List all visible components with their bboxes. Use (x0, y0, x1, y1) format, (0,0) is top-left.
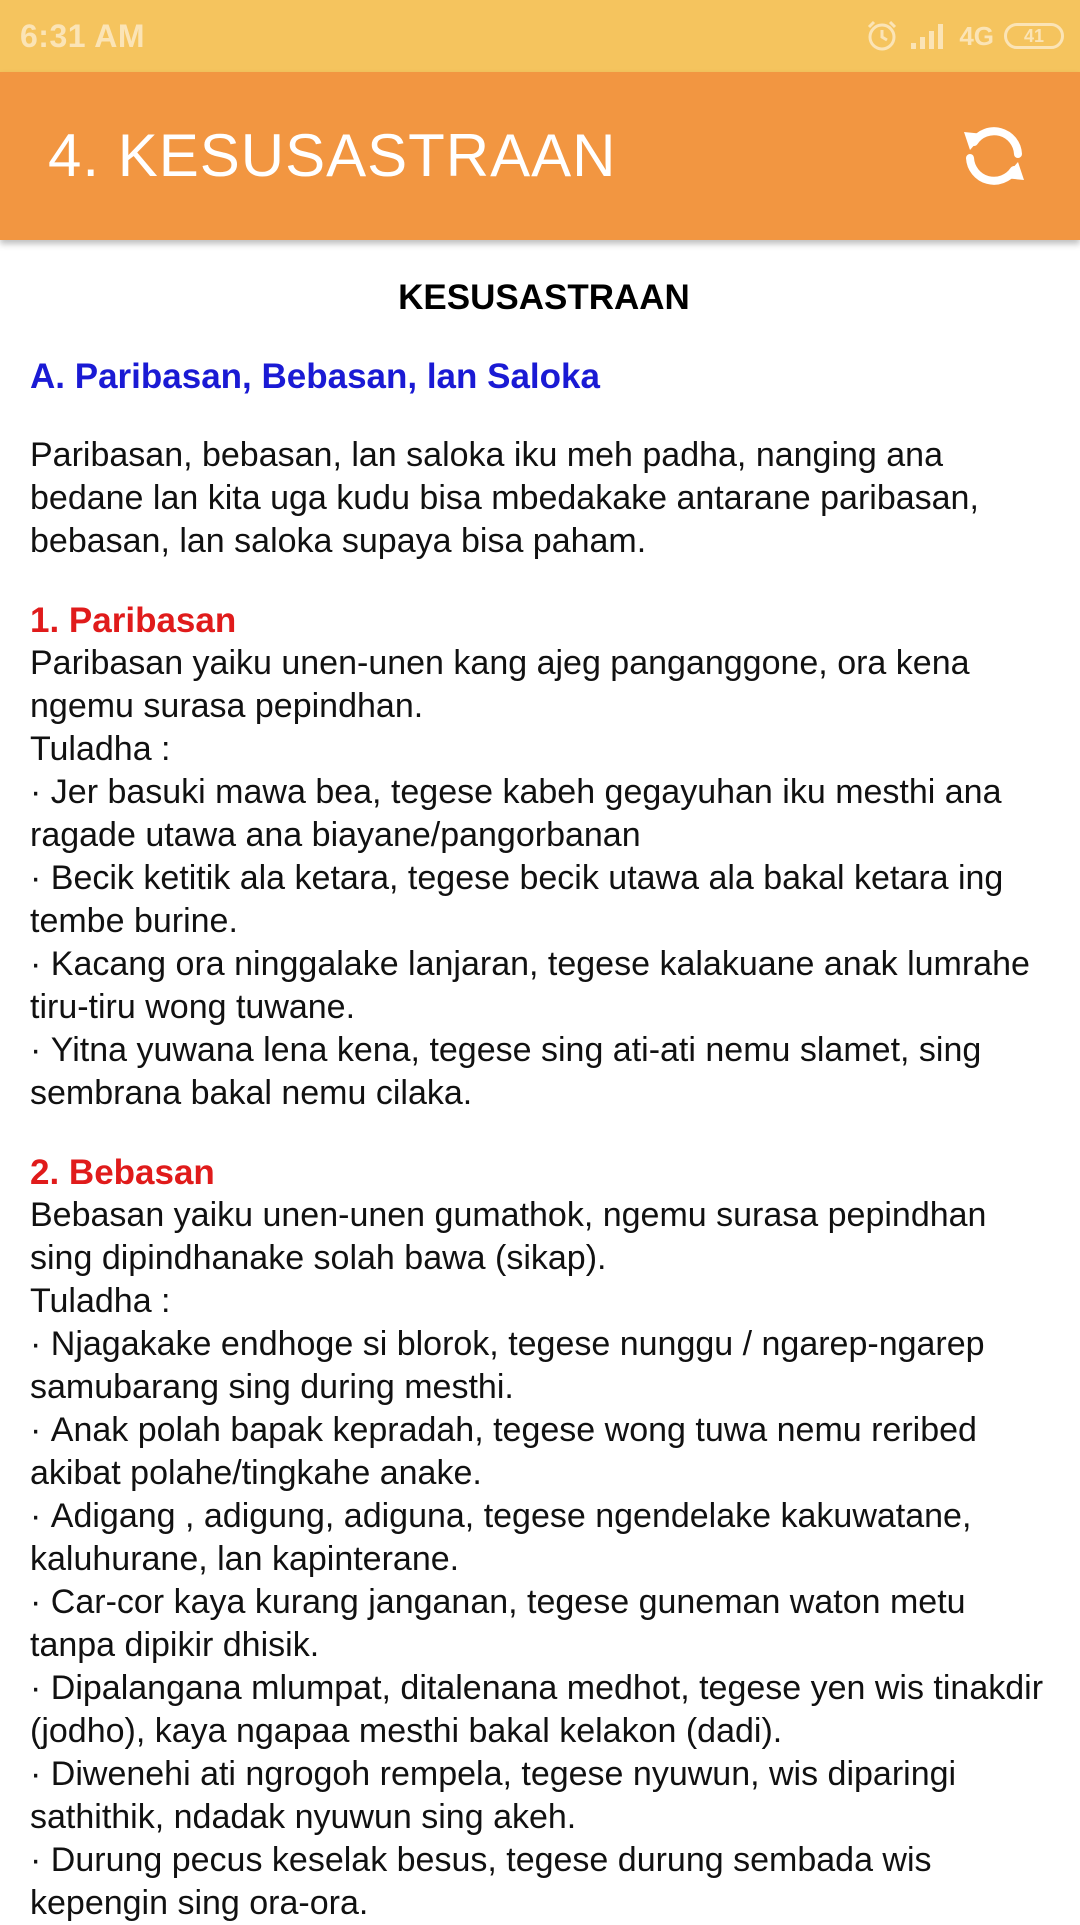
list-item: · Car-cor kaya kurang janganan, tegese guneman waton metu tanpa dipikir dhisik. (30, 1581, 1058, 1667)
bebasan-example-label: Tuladha : (30, 1282, 171, 1320)
list-item: · Anak polah bapak kepradah, tegese wong tuwa nemu reribed akibat polahe/tingkahe anake. (30, 1409, 1058, 1495)
section-heading: A. Paribasan, Bebasan, lan Saloka (30, 357, 600, 396)
list-item: · Adigang , adigung, adiguna, tegese ngendelake kakuwatane, kaluhurane, lan kapinterane. (30, 1495, 1058, 1581)
app-bar (0, 72, 1080, 240)
signal-icon (909, 21, 949, 51)
article-content (30, 240, 1058, 1925)
page-title: 4. KESUSASTRAAN (48, 122, 617, 189)
status-time: 6:31 AM (20, 18, 146, 54)
list-item: · Jer basuki mawa bea, tegese kabeh gegayuhan iku mesthi ana ragade utawa ana biayane/pangorbanan (30, 771, 1058, 857)
paribasan-definition: Paribasan yaiku unen-unen kang ajeg panganggone, ora kena ngemu surasa pepindhan. (30, 644, 970, 725)
battery-icon (1004, 23, 1064, 49)
paribasan-heading: 1. Paribasan (30, 601, 237, 640)
network-type: 4G (959, 21, 994, 51)
intro-paragraph: Paribasan, bebasan, lan saloka iku meh padha, nanging ana bedane lan kita uga kudu bisa mbedakake antarane paribasan, bebasan, lan saloka supaya bisa paham. (30, 436, 979, 560)
list-item: · Yitna yuwana lena kena, tegese sing ati-ati nemu slamet, sing sembrana bakal nemu cilaka. (30, 1029, 1058, 1115)
list-item: · Kacang ora ninggalake lanjaran, tegese kalakuane anak lumrahe tiru-tiru wong tuwane. (30, 943, 1058, 1029)
battery-level: 41 (1023, 26, 1045, 46)
bebasan-examples (30, 1323, 1058, 1925)
list-item: · Durung pecus keselak besus, tegese durung sembada wis kepengin sing ora-ora. (30, 1839, 1058, 1925)
alarm-icon (865, 19, 899, 53)
list-item: · Dipalangana mlumpat, ditalenana medhot, tegese yen wis tinakdir (jodho), kaya ngapaa mesthi bakal kelakon (dadi). (30, 1667, 1058, 1753)
bebasan-definition: Bebasan yaiku unen-unen gumathok, ngemu surasa pepindhan sing dipindhanake solah bawa (sikap). (30, 1196, 987, 1277)
list-item: · Becik ketitik ala ketara, tegese becik utawa ala bakal ketara ing tembe burine. (30, 857, 1058, 943)
status-bar (0, 0, 1080, 72)
list-item: · Diwenehi ati ngrogoh rempela, tegese nyuwun, wis diparingi sathithik, ndadak nyuwun sing akeh. (30, 1753, 1058, 1839)
paribasan-examples (30, 771, 1058, 1115)
refresh-button[interactable] (944, 106, 1044, 206)
paribasan-example-label: Tuladha : (30, 730, 171, 768)
refresh-icon (958, 120, 1030, 192)
article-title: KESUSASTRAAN (398, 278, 690, 317)
status-icons (865, 16, 1064, 56)
bebasan-heading: 2. Bebasan (30, 1153, 215, 1192)
list-item: · Njagakake endhoge si blorok, tegese nunggu / ngarep-ngarep samubarang sing during mesthi. (30, 1323, 1058, 1409)
